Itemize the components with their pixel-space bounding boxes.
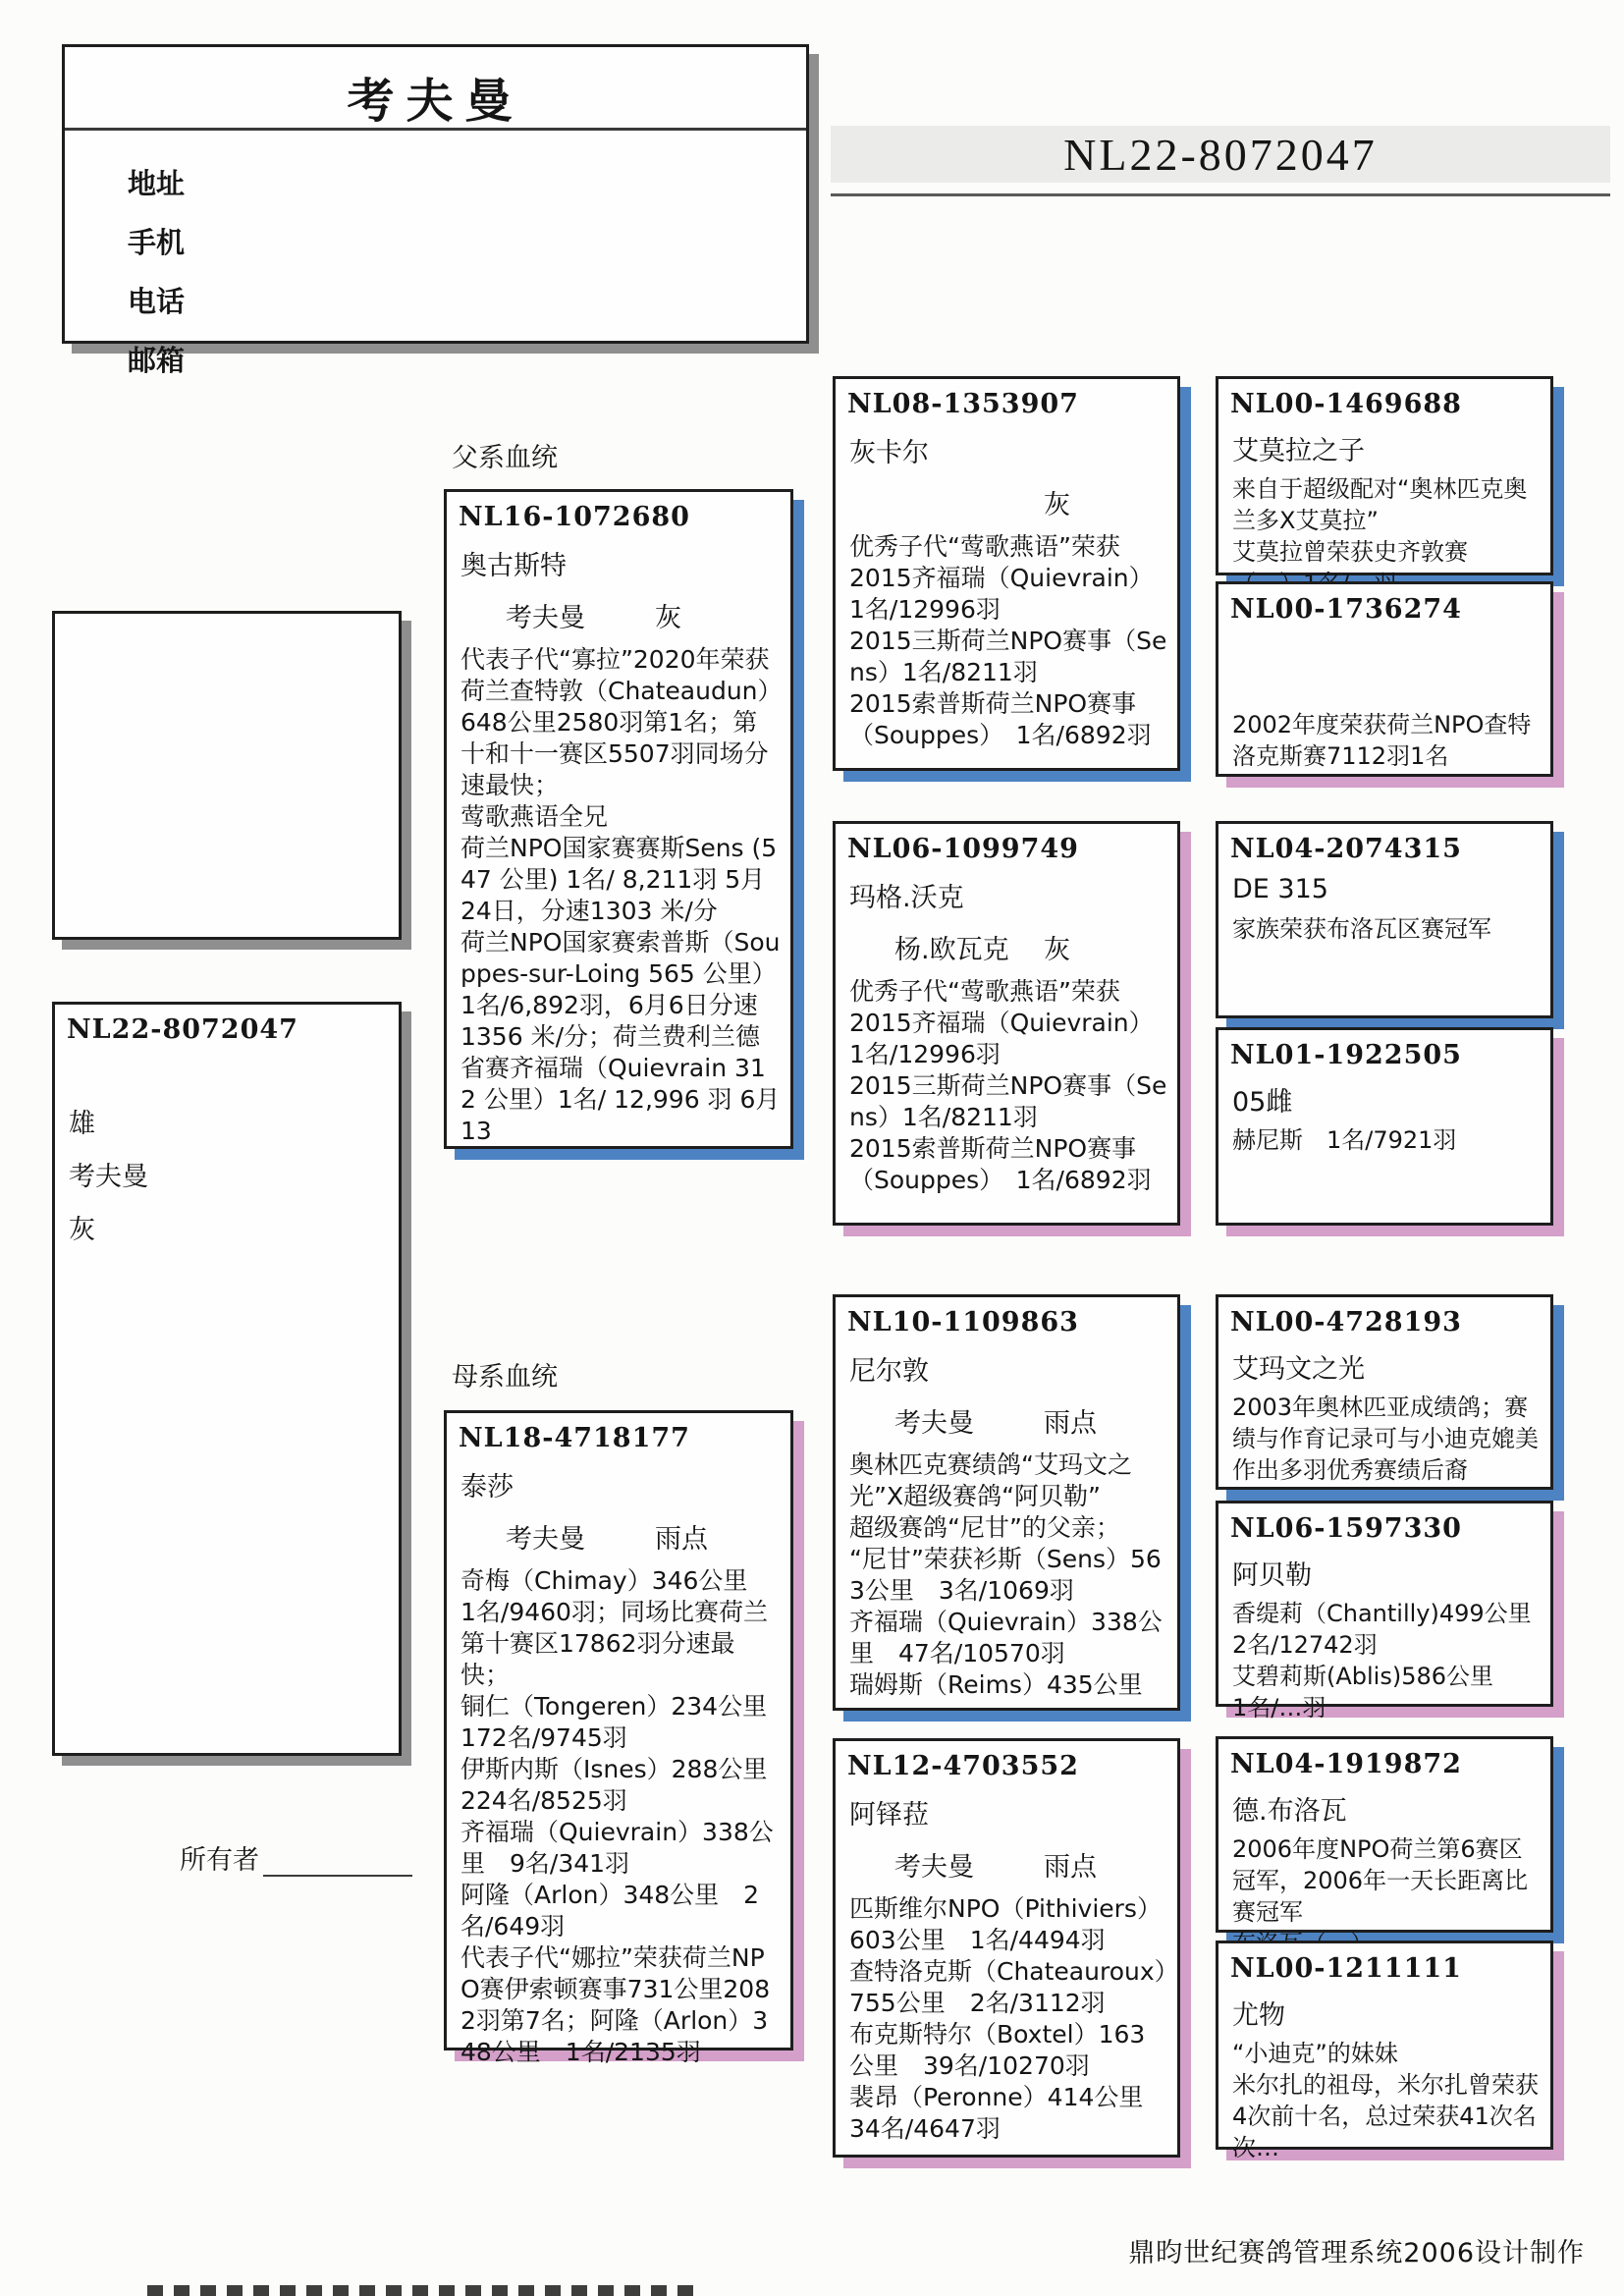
page-bottom-cutoff-artifact [147, 2285, 697, 2296]
maternal-grandfather-box [833, 1294, 1180, 1711]
paternal-bloodline-label: 父系血统 [452, 443, 558, 473]
great-grandparent-box-4 [1216, 1027, 1553, 1226]
strain [894, 483, 1034, 521]
strain-color-row [836, 469, 1177, 521]
text-line: 2015索普斯荷兰NPO赛事（Souppes） 1名/6892羽 [849, 689, 1152, 749]
feather-color: 灰 [1044, 490, 1070, 520]
text-line: 家族荣获布洛瓦区赛冠军 [1232, 915, 1491, 943]
mobile-label: 手机 [128, 226, 186, 259]
ring-number: NL06-1597330 [1230, 1513, 1462, 1544]
text-line: 2002年度荣获荷兰NPO查特洛克斯赛7112羽1名 [1232, 711, 1532, 770]
text-line: 莺歌燕语全兄 [460, 802, 609, 831]
text-line: 代表子代“寡拉”2020年荣获荷兰查特敦（Chateaudun）648公里2580羽第1名；第十和十一赛区5507羽同场分速最快； [460, 645, 771, 799]
strain: 考夫曼 [506, 603, 585, 633]
mother-box [444, 1410, 793, 2066]
loft-info-card [62, 44, 809, 377]
strain: 考夫曼 [894, 1852, 974, 1883]
text-line: 2015齐福瑞（Quievrain） 1名/12996羽 [849, 564, 1166, 624]
pigeon-name: 05雌 [1232, 1087, 1293, 1118]
ring-number: NL00-4728193 [1230, 1307, 1462, 1338]
text-line: 奇梅（Chimay）346公里 1名/9460羽；同场比赛荷兰第十赛区17862羽分速最快； [460, 1566, 773, 1689]
pigeon-name: 艾玛文之光 [1232, 1354, 1365, 1385]
text-line: 艾莫拉曾荣获史齐敦赛 [1232, 538, 1468, 566]
contact-fields [65, 131, 806, 379]
feather-color: 雨点 [655, 1524, 708, 1555]
achievements-text [1218, 1828, 1550, 1959]
achievements-text [1218, 2032, 1550, 2163]
text-line: 1名/…羽 [1232, 1694, 1326, 1722]
text-line: 2015齐福瑞（Quievrain） 1名/12996羽 [849, 1009, 1166, 1068]
feather-color: 灰 [1044, 935, 1070, 965]
pigeon-name: 阿贝勒 [1232, 1560, 1312, 1591]
strain-color-row [836, 1388, 1177, 1440]
pigeon-name: 玛格.沃克 [849, 883, 964, 913]
strain-color-row [836, 914, 1177, 966]
great-grandparent-box-7 [1216, 1736, 1553, 1933]
pigeon-name: DE 315 [1232, 874, 1328, 904]
feather-color: 雨点 [1044, 1852, 1097, 1883]
subject-strain: 考夫曼 [69, 1162, 148, 1192]
text-line: 荷兰NPO国家赛赛斯Sens (547 公里) 1名/ 8,211羽 5月24日，分速1303 米/分 [460, 834, 778, 925]
address-label: 地址 [128, 167, 186, 200]
text-line: 查特洛克斯（Chateauroux）755公里 2名/3112羽 [849, 1957, 1167, 2017]
text-line: 伊斯内斯（Isnes）288公里 224名/8525羽 [460, 1755, 768, 1815]
ring-number: NL00-1211111 [1230, 1953, 1462, 1984]
text-line: 奥林匹克赛绩鸽“艾玛文之光”X超级赛鸽“阿贝勒” [849, 1450, 1132, 1510]
text-line: 匹斯维尔NPO（Pithiviers）603公里 1名/4494羽 [849, 1894, 1162, 1954]
ring-number: NL00-1736274 [1230, 594, 1462, 625]
subject-sex: 雄 [69, 1109, 95, 1139]
photo-placeholder-box [52, 611, 402, 940]
text-line: 次… [1232, 2134, 1279, 2161]
pigeon-name: 尼尔敦 [849, 1356, 929, 1387]
achievements-text [447, 1556, 790, 2068]
ring-number: NL10-1109863 [847, 1307, 1079, 1338]
text-line: 艾碧莉斯(Ablis)586公里 [1232, 1663, 1494, 1690]
ring-number: NL04-2074315 [1230, 834, 1462, 864]
pigeon-name: 尤物 [1232, 2000, 1285, 2031]
loft-title: 考夫曼 [347, 74, 524, 129]
pigeon-name: 泰莎 [460, 1472, 514, 1503]
ring-number: NL01-1922505 [1230, 1040, 1462, 1070]
achievements-text [1218, 1119, 1550, 1156]
owner-label: 所有者 [180, 1845, 259, 1876]
text-line: 阿隆（Arlon）348公里 2名/649羽 [460, 1881, 760, 1941]
text-line: 2015三斯荷兰NPO赛事（Sens）1名/8211羽 [849, 627, 1167, 686]
great-grandparent-box-1 [1216, 376, 1553, 575]
text-line: 优秀子代“莺歌燕语”荣获 [849, 532, 1120, 561]
software-credit: 鼎昀世纪赛鸽管理系统2006设计制作 [1128, 2238, 1585, 2269]
text-line: “尼甘”荣获衫斯（Sens）563公里 3名/1069羽 [849, 1545, 1162, 1605]
pigeon-name: 德.布洛瓦 [1232, 1796, 1347, 1827]
subject-properties [55, 1045, 399, 1246]
subject-ring-number: NL22-8072047 [67, 1014, 298, 1045]
text-line: 齐福瑞（Quievrain）338公里 47名/10570羽 [849, 1608, 1163, 1667]
achievements-text [836, 966, 1177, 1196]
text-line: 米尔扎的祖母，米尔扎曾荣获4次前十名，总过荣获41次名 [1232, 2071, 1539, 2130]
great-grandparent-box-3 [1216, 821, 1553, 1018]
subject-color: 灰 [69, 1215, 95, 1245]
ring-number: NL06-1099749 [847, 834, 1079, 864]
ring-number: NL08-1353907 [847, 389, 1079, 419]
strain-color-row [447, 1503, 790, 1556]
text-line: 2015索普斯荷兰NPO赛事（Souppes） 1名/6892羽 [849, 1134, 1152, 1194]
feather-color: 灰 [655, 603, 681, 633]
ring-number: NL04-1919872 [1230, 1749, 1462, 1779]
strain: 考夫曼 [894, 1408, 974, 1439]
strain-color-row [447, 582, 790, 634]
text-line: 布克斯特尔（Boxtel）163公里 39名/10270羽 [849, 2020, 1146, 2080]
text-line: 2015三斯荷兰NPO赛事（Sens）1名/8211羽 [849, 1071, 1167, 1131]
feather-color: 雨点 [1044, 1408, 1097, 1439]
pigeon-name: 阿铎菈 [849, 1800, 929, 1831]
strain: 杨.欧瓦克 [894, 935, 1009, 965]
ring-number: NL00-1469688 [1230, 389, 1462, 419]
email-label: 邮箱 [128, 344, 186, 377]
father-box [444, 489, 793, 1149]
text-line: 代表子代“娜拉”荣获荷兰NPO赛伊索顿赛事731公里2082羽第7名；阿隆（Arlon）348公里 1名/2135羽 [460, 1943, 771, 2066]
strain: 考夫曼 [506, 1524, 585, 1555]
pigeon-name: 艾莫拉之子 [1232, 436, 1365, 466]
pigeon-name [1218, 625, 1550, 668]
text-line: 1356 米/分；荷兰费利兰德省赛齐福瑞（Quievrain 312 公里）1名/ 12,996 羽 6月13 [460, 1022, 781, 1145]
owner-blank-line [263, 1847, 412, 1877]
pigeon-name: 灰卡尔 [849, 438, 929, 468]
achievements-text [836, 1440, 1177, 1701]
text-line: 铜仁（Tongeren）234公里 172名/9745羽 [460, 1692, 768, 1752]
text-line: 作出多羽优秀赛绩后裔 [1232, 1456, 1468, 1484]
maternal-bloodline-label: 母系血统 [452, 1362, 558, 1393]
text-line: 2003年奥林匹亚成绩鸽；赛绩与作育记录可与小迪克媲美 [1232, 1394, 1539, 1452]
maternal-grandmother-box [833, 1738, 1180, 2158]
text-line: 赫尼斯 1名/7921羽 [1232, 1126, 1457, 1154]
great-grandparent-box-5 [1216, 1294, 1553, 1490]
achievements-text [447, 634, 790, 1147]
ring-number-banner: NL22-8072047 [831, 126, 1610, 183]
text-line: 荷兰NPO国家赛索普斯（Souppes-sur-Loing 565 公里）1名/6,892羽，6月6日分速 [460, 928, 781, 1019]
text-line: 来自于超级配对“奥林匹克奥兰多X艾莫拉” [1232, 475, 1528, 534]
paternal-grandmother-box [833, 821, 1180, 1226]
achievements-text [1218, 907, 1550, 945]
ring-number: NL16-1072680 [459, 502, 690, 532]
text-line: “小迪克”的妹妹 [1232, 2040, 1398, 2067]
achievements-text [1218, 703, 1550, 772]
text-line: 瑞姆斯（Reims）435公里 [849, 1670, 1143, 1699]
phone-label: 电话 [128, 285, 186, 318]
subject-pigeon-box [52, 1002, 402, 1756]
paternal-grandfather-box [833, 376, 1180, 771]
great-grandparent-box-8 [1216, 1941, 1553, 2161]
pigeon-name: 奥古斯特 [460, 551, 567, 581]
great-grandparent-box-2 [1216, 581, 1553, 777]
great-grandparent-box-6 [1216, 1501, 1555, 1722]
text-line: 超级赛鸽“尼甘”的父亲； [849, 1513, 1120, 1542]
ring-number: NL12-4703552 [847, 1751, 1079, 1781]
text-line: 优秀子代“莺歌燕语”荣获 [849, 977, 1120, 1006]
text-line: 齐福瑞（Quievrain）338公里 9名/341羽 [460, 1818, 774, 1878]
text-line: 香缇莉（Chantilly)499公里 2名/12742羽 [1232, 1600, 1555, 1659]
text-line: 裴昂（Peronne）414公里 34名/4647羽 [849, 2083, 1168, 2143]
achievements-text [1218, 1386, 1550, 1486]
achievements-text [1218, 467, 1550, 599]
strain-color-row [836, 1831, 1177, 1884]
achievements-text [836, 1884, 1177, 2145]
banner-underline [831, 193, 1610, 196]
owner-signature [180, 1838, 412, 1877]
achievements-text [836, 521, 1177, 751]
ring-number: NL18-4718177 [459, 1423, 690, 1453]
achievements-text [1218, 1592, 1555, 1723]
text-line: 2006年度NPO荷兰第6赛区冠军，2006年一天长距离比赛冠军 [1232, 1835, 1529, 1926]
